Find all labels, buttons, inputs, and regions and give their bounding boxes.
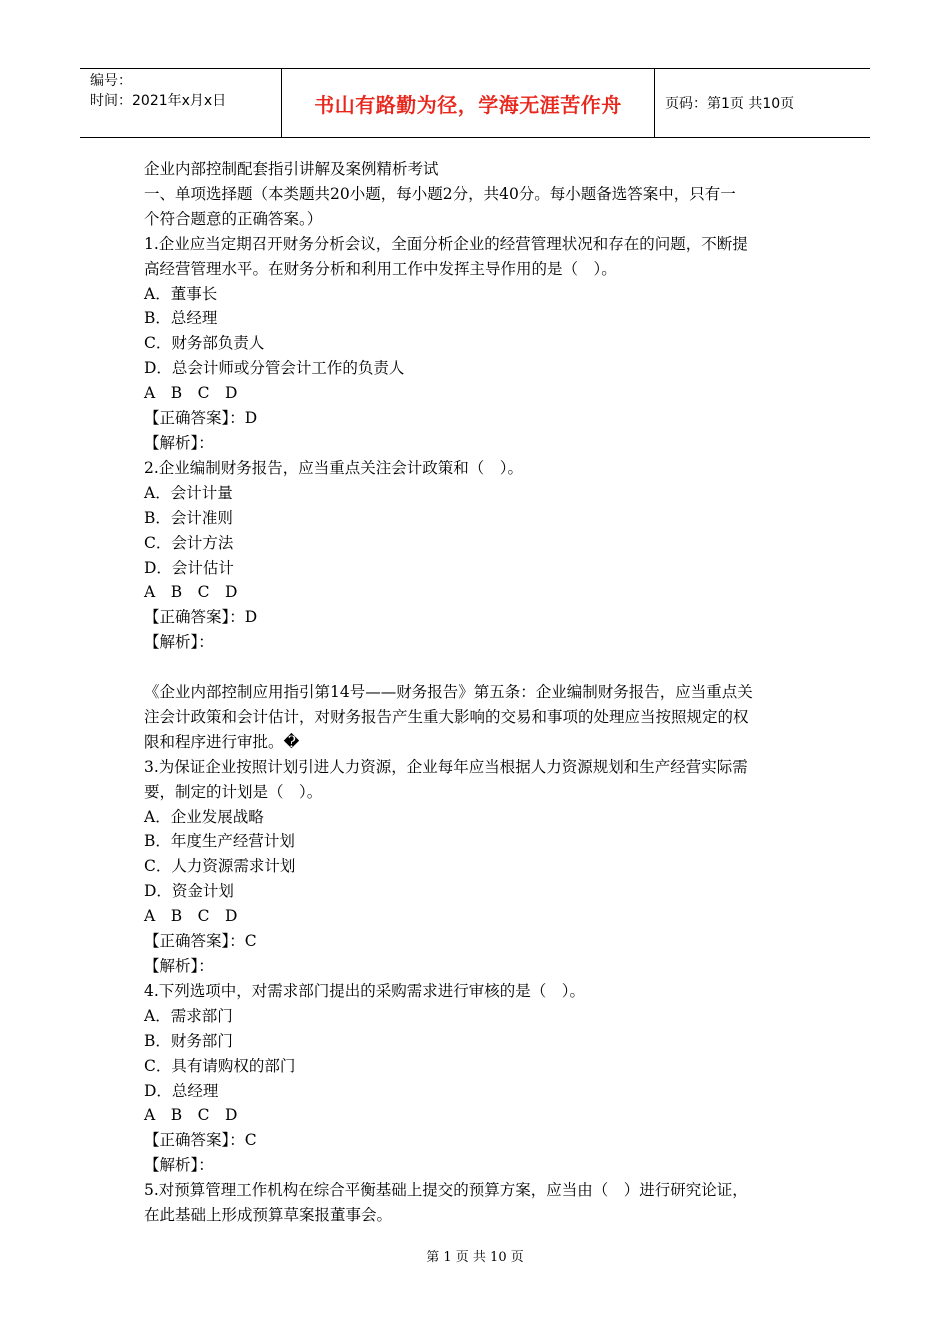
document-body xyxy=(144,157,808,1228)
document-line: 【解析】： xyxy=(144,1156,214,1175)
document-line: B．总经理 xyxy=(144,309,218,328)
document-line: C．财务部负责人 xyxy=(144,334,265,353)
header-motto-cell xyxy=(282,69,655,137)
document-line: A B C D xyxy=(144,384,238,403)
document-line: A B C D xyxy=(144,1106,238,1125)
document-line: 4.下列选项中，对需求部门提出的采购需求进行审核的是（ ）。 xyxy=(144,981,586,1000)
document-line: C．具有请购权的部门 xyxy=(144,1056,296,1075)
document-line: 《企业内部控制应用指引第14号——财务报告》第五条：企业编制财务报告，应当重点关 xyxy=(144,683,753,702)
document-line: D．总会计师或分管会计工作的负责人 xyxy=(144,359,405,378)
document-number-label: 编号： xyxy=(90,73,132,89)
document-line: C．会计方法 xyxy=(144,533,234,552)
document-line: D．资金计划 xyxy=(144,882,234,901)
document-line: 要，制定的计划是（ ）。 xyxy=(144,782,323,801)
header-motto: 书山有路勤为径，学海无涯苦作舟 xyxy=(314,92,622,117)
document-line: 【解析】： xyxy=(144,633,214,652)
document-line: A．会计计量 xyxy=(144,483,233,502)
document-line: 限和程序进行审批。� xyxy=(144,732,300,751)
document-line: 一、单项选择题（本类题共20小题，每小题2分，共40分。每小题备选答案中，只有一 xyxy=(144,184,736,203)
blank-line xyxy=(144,655,808,680)
document-line: 【正确答案】：D xyxy=(144,608,258,627)
document-line: 高经营管理水平。在财务分析和利用工作中发挥主导作用的是（ ）。 xyxy=(144,259,617,278)
header-page-label: 页码：第1页 共10页 xyxy=(665,96,795,112)
document-line: 2.企业编制财务报告，应当重点关注会计政策和（ ）。 xyxy=(144,458,524,477)
document-line: A．企业发展战略 xyxy=(144,807,264,826)
document-line: A B C D xyxy=(144,583,238,602)
document-line: 5.对预算管理工作机构在综合平衡基础上提交的预算方案，应当由（ ）进行研究论证， xyxy=(144,1181,748,1200)
document-line: C．人力资源需求计划 xyxy=(144,857,296,876)
document-line: D．总经理 xyxy=(144,1081,219,1100)
document-line: 【正确答案】：C xyxy=(144,1131,257,1150)
document-line: A．董事长 xyxy=(144,284,218,303)
document-line: D．会计估计 xyxy=(144,558,234,577)
document-line: 在此基础上形成预算草案报董事会。 xyxy=(144,1206,393,1225)
document-time-label: 时间：2021年x月x日 xyxy=(90,93,227,109)
document-line: A．需求部门 xyxy=(144,1006,233,1025)
document-line: 【解析】： xyxy=(144,956,214,975)
document-line: 【正确答案】：C xyxy=(144,932,257,951)
document-line: B．财务部门 xyxy=(144,1031,233,1050)
document-line: A B C D xyxy=(144,907,238,926)
document-line: 3.为保证企业按照计划引进人力资源，企业每年应当根据人力资源规划和生产经营实际需 xyxy=(144,757,748,776)
header-meta-cell xyxy=(80,69,282,137)
document-line: 个符合题意的正确答案。） xyxy=(144,209,323,228)
document-line: B．年度生产经营计划 xyxy=(144,832,295,851)
document-line: B．会计准则 xyxy=(144,508,233,527)
document-line: 注会计政策和会计估计，对财务报告产生重大影响的交易和事项的处理应当按照规定的权 xyxy=(144,707,749,726)
document-line: 1.企业应当定期召开财务分析会议，全面分析企业的经营管理状况和存在的问题，不断提 xyxy=(144,234,748,253)
page-footer: 第 1 页 共 10 页 xyxy=(426,1250,524,1265)
header-page-cell xyxy=(655,69,870,137)
document-line: 企业内部控制配套指引讲解及案例精析考试 xyxy=(144,160,439,178)
document-line: 【解析】： xyxy=(144,433,214,452)
document-line: 【正确答案】：D xyxy=(144,409,258,428)
header-table xyxy=(80,68,870,138)
